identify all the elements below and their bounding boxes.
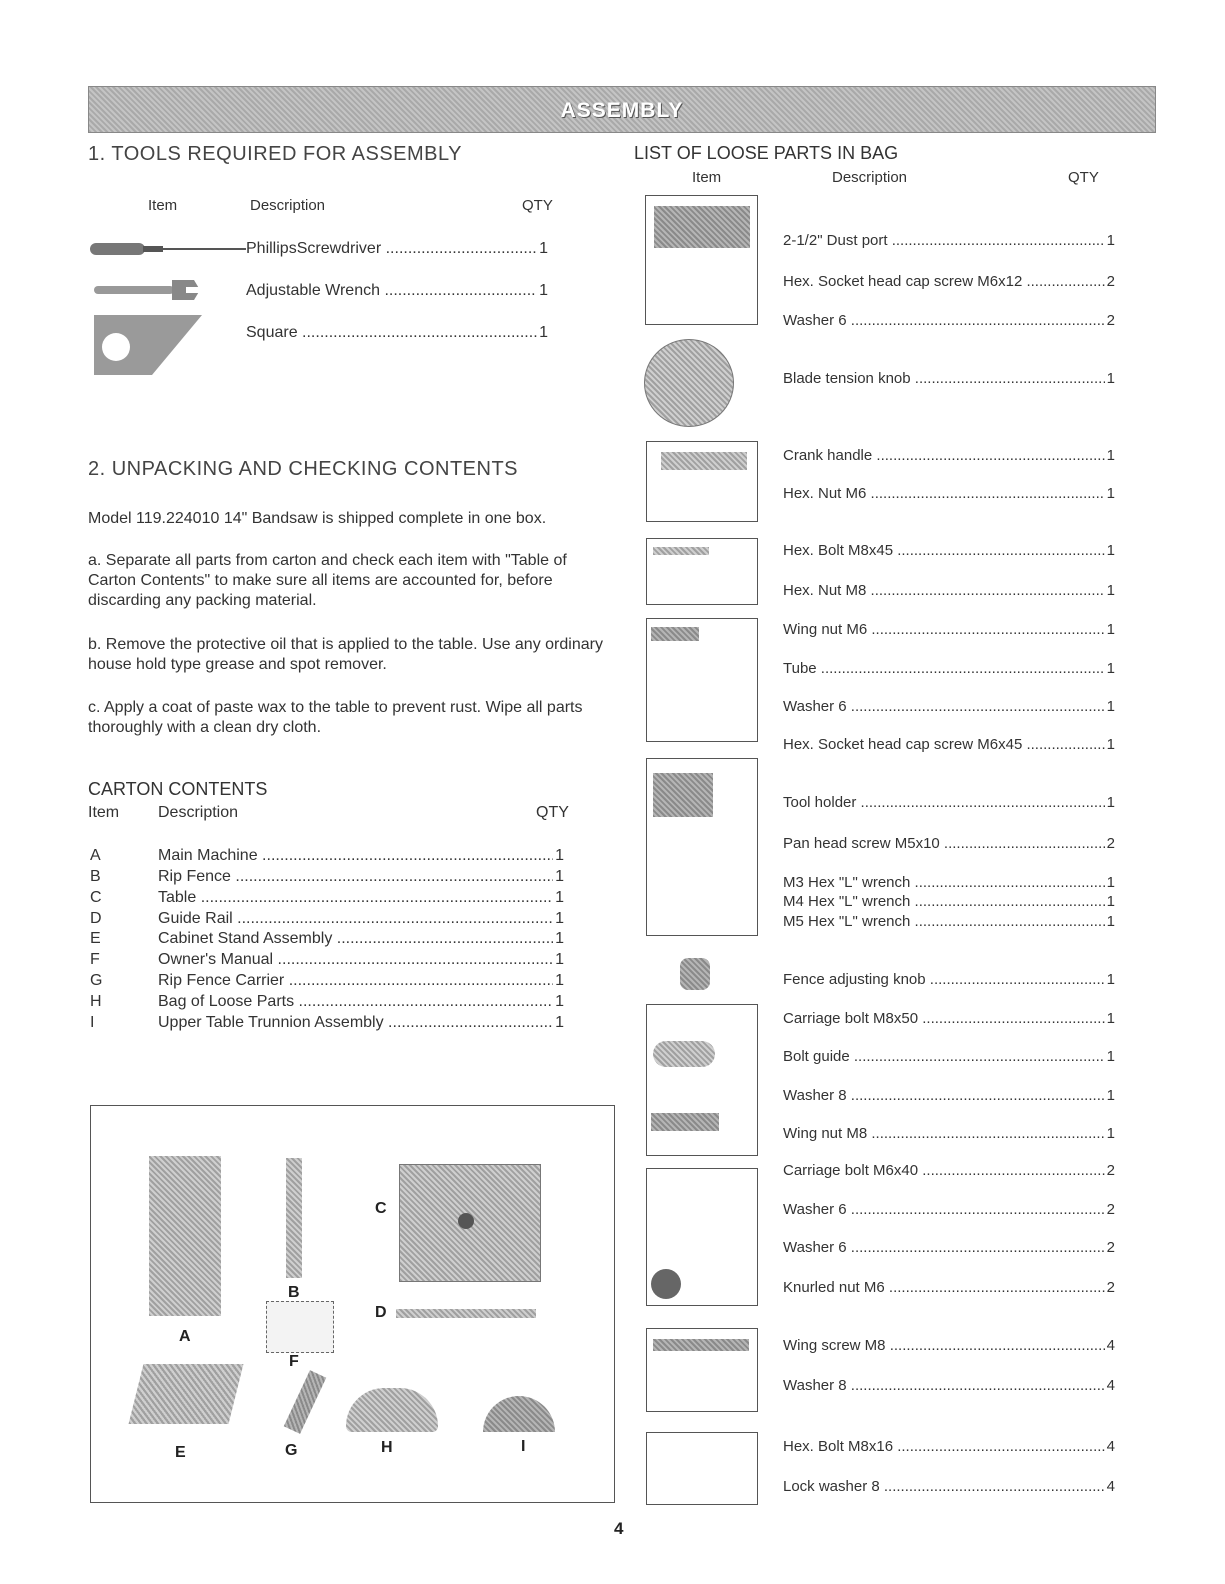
tool-row: PhillipsScrewdriver ..... 1 [246,240,548,258]
loose-part-qty: 1 [1106,1087,1115,1104]
loose-part-row [783,312,1115,329]
loose-part-desc: Tool holder ..... [783,794,1105,811]
loose-part-desc: Washer 6 ..... [783,1239,1105,1256]
carton-item-letter: C [90,889,102,906]
loose-part-qty: 4 [1106,1478,1115,1495]
loose-part-desc: Washer 8 ..... [783,1087,1105,1104]
rip-fence-carrier-image [284,1370,327,1434]
tools-col-qty: QTY [522,197,553,214]
loose-part-qty: 1 [1106,971,1115,988]
carton-row [158,951,564,969]
loose-part-row [783,1201,1115,1218]
part-image-fence-knob [680,958,710,990]
loose-part-desc: Hex. Nut M8 ..... [783,582,1105,599]
loose-part-qty: 1 [1106,542,1115,559]
loose-part-qty: 1 [1106,447,1115,464]
carton-figure [90,1105,615,1503]
loose-part-row [783,698,1115,715]
loose-part-qty: 1 [1106,736,1115,753]
loose-part-row [783,971,1115,988]
loose-part-qty: 1 [1106,794,1115,811]
loose-part-qty: 1 [1106,232,1115,249]
loose-col-item: Item [692,169,722,186]
carton-row-desc: Owner's Manual ..... [158,951,553,969]
loose-part-desc: Wing nut M8 ..... [783,1125,1105,1142]
tool-row: Square ..... 1 [246,324,548,342]
carton-col-item: Item [88,804,120,821]
part-image-hex-bolt [646,538,758,605]
loose-part-desc: Hex. Nut M6 ..... [783,485,1105,502]
tool-row: Adjustable Wrench ..... 1 [246,282,548,300]
loose-part-qty: 2 [1106,1201,1115,1218]
carton-row-qty: 1 [555,868,564,885]
loose-part-row [783,794,1115,811]
loose-part-desc: Lock washer 8 ..... [783,1478,1105,1495]
loose-part-row [783,736,1115,753]
carton-row-qty: 1 [555,993,564,1010]
carton-item-letter: B [90,868,101,885]
loose-part-qty: 1 [1106,582,1115,599]
figure-label-e: E [175,1444,186,1461]
tools-heading: 1. TOOLS REQUIRED FOR ASSEMBLY [88,143,462,165]
loose-part-desc: M3 Hex "L" wrench ..... [783,874,1105,891]
loose-part-qty: 1 [1106,1048,1115,1065]
loose-part-row [783,542,1115,559]
loose-part-qty: 1 [1106,621,1115,638]
loose-part-qty: 2 [1106,312,1115,329]
loose-part-qty: 2 [1106,273,1115,290]
loose-part-desc: Knurled nut M6 ..... [783,1279,1105,1296]
carton-row [158,847,564,865]
unpacking-heading: 2. UNPACKING AND CHECKING CONTENTS [88,458,519,480]
loose-part-qty: 1 [1106,660,1115,677]
loose-part-qty: 1 [1106,698,1115,715]
loose-part-row [783,447,1115,464]
loose-part-qty: 2 [1106,1162,1115,1179]
loose-part-desc: Tube ..... [783,660,1105,677]
loose-part-row [783,1087,1115,1104]
loose-part-row [783,273,1115,290]
carton-item-letter: E [90,930,101,947]
loose-part-desc: Crank handle ..... [783,447,1105,464]
carton-row [158,868,564,886]
square-tool-icon [92,313,204,377]
part-image-wing-nut-group [646,618,758,742]
carton-row [158,1014,564,1032]
carton-item-letter: F [90,951,100,968]
carton-row-qty: 1 [555,930,564,947]
loose-part-row [783,1125,1115,1142]
loose-part-desc: Wing nut M6 ..... [783,621,1105,638]
loose-part-qty: 4 [1106,1337,1115,1354]
unpacking-para-a: a. Separate all parts from carton and check each item with "Table of Carton Contents" to make sure all items are accounted for, before discarding any packing material. [88,552,567,609]
loose-col-qty: QTY [1068,169,1099,186]
carton-item-letter: D [90,910,102,927]
loose-part-row [783,1048,1115,1065]
unpacking-para-b: b. Remove the protective oil that is applied to the table. Use any ordinary house hold type grease and spot remover. [88,636,603,673]
carton-row-desc: Guide Rail ..... [158,910,553,928]
loose-part-row [783,835,1115,852]
part-image-crank-handle [646,441,758,522]
carton-row-desc: Main Machine ..... [158,847,553,865]
carton-row-qty: 1 [555,910,564,927]
loose-part-qty: 2 [1106,835,1115,852]
loose-part-row [783,874,1115,891]
figure-label-d: D [375,1304,387,1321]
part-image-tool-holder [646,758,758,936]
loose-part-qty: 1 [1106,1125,1115,1142]
carton-row [158,972,564,990]
loose-part-row [783,582,1115,599]
part-image-tension-knob [644,339,734,427]
loose-part-desc: Carriage bolt M6x40 ..... [783,1162,1105,1179]
loose-part-desc: Blade tension knob ..... [783,370,1105,387]
loose-part-desc: Hex. Bolt M8x45 ..... [783,542,1105,559]
loose-part-row [783,1239,1115,1256]
loose-part-desc: Hex. Socket head cap screw M6x12 ..... [783,273,1105,290]
figure-label-a: A [179,1328,191,1345]
wrench-icon [90,278,202,302]
loose-part-row [783,1337,1115,1354]
loose-part-row [783,232,1115,249]
section-banner: ASSEMBLY [88,86,1156,133]
loose-part-desc: Fence adjusting knob ..... [783,971,1105,988]
tools-col-desc: Description [250,197,326,214]
carton-row-desc: Rip Fence Carrier ..... [158,972,553,990]
carton-row-qty: 1 [555,951,564,968]
loose-part-qty: 1 [1106,913,1115,930]
unpacking-intro: Model 119.224010 14" Bandsaw is shipped complete in one box. [88,510,547,527]
loose-part-row [783,893,1115,910]
tools-col-item: Item [148,197,178,214]
loose-parts-heading: LIST OF LOOSE PARTS IN BAG [634,143,899,163]
carton-col-desc: Description [158,804,239,821]
manual-image [266,1301,334,1353]
loose-part-qty: 1 [1106,485,1115,502]
carton-row-qty: 1 [555,847,564,864]
loose-part-row [783,370,1115,387]
loose-part-qty: 4 [1106,1438,1115,1455]
loose-part-row [783,1279,1115,1296]
loose-part-qty: 2 [1106,1279,1115,1296]
carton-item-letter: A [90,847,101,864]
figure-label-h: H [381,1439,393,1456]
unpacking-para-c: c. Apply a coat of paste wax to the table to prevent rust. Wipe all parts thoroughly with a clean dry cloth. [88,699,583,736]
figure-label-c: C [375,1200,387,1217]
loose-part-desc: 2-1/2" Dust port ..... [783,232,1105,249]
carton-heading: CARTON CONTENTS [88,779,268,799]
loose-part-desc: Washer 8 ..... [783,1377,1105,1394]
part-image-knurled-nut-group [646,1168,758,1306]
loose-part-row [783,660,1115,677]
trunnion-image [483,1396,555,1432]
carton-row-qty: 1 [555,1014,564,1031]
guide-rail-image [396,1309,536,1318]
loose-part-qty: 1 [1106,1010,1115,1027]
loose-part-row [783,1478,1115,1495]
loose-part-qty: 1 [1106,370,1115,387]
carton-row [158,993,564,1011]
figure-label-f: F [289,1353,299,1370]
part-image-hex-bolt-m8x16 [646,1432,758,1505]
part-image-wing-screw [646,1328,758,1412]
main-machine-image [149,1156,221,1316]
carton-row-desc: Table ..... [158,889,553,907]
carton-row-desc: Bag of Loose Parts ..... [158,993,553,1011]
loose-part-qty: 1 [1106,874,1115,891]
loose-part-desc: Washer 6 ..... [783,698,1105,715]
page-number: 4 [614,1519,624,1538]
part-image-carriage-bolt-group [646,1004,758,1156]
loose-part-desc: Carriage bolt M8x50 ..... [783,1010,1105,1027]
carton-row [158,889,564,907]
loose-col-desc: Description [832,169,908,186]
part-image-dust-port [645,195,758,325]
rip-fence-image [286,1158,302,1278]
carton-item-letter: H [90,993,102,1010]
carton-row-qty: 1 [555,972,564,989]
screwdriver-icon [88,238,248,260]
carton-item-letter: G [90,972,103,989]
carton-row-desc: Rip Fence ..... [158,868,553,886]
loose-part-qty: 1 [1106,893,1115,910]
figure-label-i: I [521,1438,526,1455]
carton-row [158,910,564,928]
loose-part-qty: 2 [1106,1239,1115,1256]
figure-label-g: G [285,1442,298,1459]
loose-part-desc: Wing screw M8 ..... [783,1337,1105,1354]
loose-part-desc: M4 Hex "L" wrench ..... [783,893,1105,910]
loose-part-desc: Hex. Bolt M8x16 ..... [783,1438,1105,1455]
loose-part-row [783,1438,1115,1455]
loose-part-row [783,1010,1115,1027]
loose-part-desc: Hex. Socket head cap screw M6x45 ..... [783,736,1105,753]
carton-item-letter: I [90,1014,95,1031]
carton-row [158,930,564,948]
carton-row-desc: Upper Table Trunnion Assembly ..... [158,1014,553,1032]
bag-image [346,1388,438,1432]
loose-part-row [783,1377,1115,1394]
loose-part-desc: M5 Hex "L" wrench ..... [783,913,1105,930]
loose-part-desc: Washer 6 ..... [783,312,1105,329]
loose-part-desc: Washer 6 ..... [783,1201,1105,1218]
loose-part-row [783,913,1115,930]
loose-part-desc: Pan head screw M5x10 ..... [783,835,1105,852]
loose-part-desc: Bolt guide ..... [783,1048,1105,1065]
loose-part-row [783,485,1115,502]
carton-row-desc: Cabinet Stand Assembly ..... [158,930,553,948]
carton-col-qty: QTY [536,804,569,821]
loose-part-row [783,1162,1115,1179]
loose-part-row [783,621,1115,638]
carton-row-qty: 1 [555,889,564,906]
figure-label-b: B [288,1284,300,1301]
cabinet-stand-image [129,1364,244,1424]
table-image [399,1164,541,1282]
loose-part-qty: 4 [1106,1377,1115,1394]
